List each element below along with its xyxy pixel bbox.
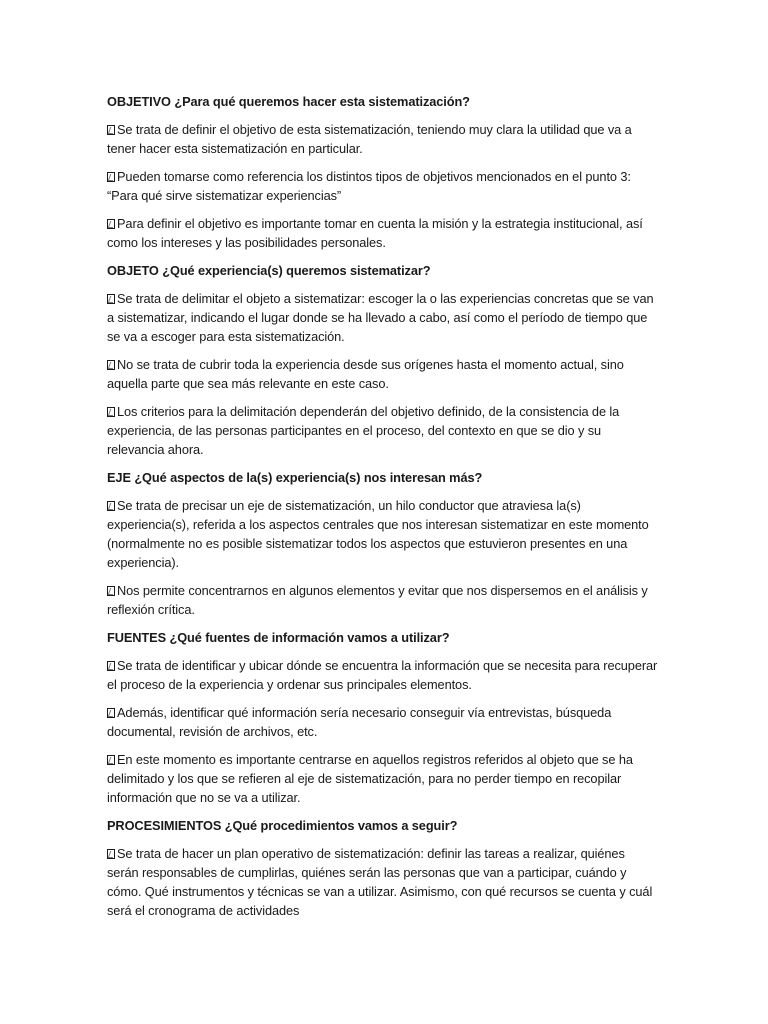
bullet-paragraph <box>107 167 659 205</box>
paragraph-text: Se trata de precisar un eje de sistematización, un hilo conductor que atraviesa la(s) experiencia(s), referida a los aspectos centrales que nos interesan sistematizar en este momento (normalmente no es posible sistematizar todos los aspectos que estuvieron presentes en una experiencia). <box>107 498 649 570</box>
paragraph-text: Para definir el objetivo es importante tomar en cuenta la misión y la estrategia institucional, así como los intereses y las posibilidades personales. <box>107 216 643 250</box>
bullet-glyph-icon <box>107 219 115 229</box>
bullet-paragraph <box>107 656 659 694</box>
section-fuentes <box>107 628 659 807</box>
bullet-paragraph <box>107 355 659 393</box>
paragraph-text: Se trata de identificar y ubicar dónde se encuentra la información que se necesita para recuperar el proceso de la experiencia y ordenar sus principales elementos. <box>107 658 658 692</box>
bullet-glyph-icon <box>107 360 115 370</box>
bullet-paragraph <box>107 120 659 158</box>
section-heading: OBJETIVO ¿Para qué queremos hacer esta sistematización? <box>107 94 470 109</box>
paragraph-text: Se trata de delimitar el objeto a sistematizar: escoger la o las experiencias concretas que se van a sistematizar, indicando el lugar donde se ha llevado a cabo, así como el período de tiempo que se va a escoger para esta sistematización. <box>107 291 654 344</box>
bullet-glyph-icon <box>107 125 115 135</box>
bullet-glyph-icon <box>107 407 115 417</box>
bullet-paragraph <box>107 496 659 572</box>
bullet-glyph-icon <box>107 849 115 859</box>
bullet-glyph-icon <box>107 501 115 511</box>
bullet-glyph-icon <box>107 586 115 596</box>
bullet-paragraph <box>107 402 659 459</box>
paragraph-text: Los criterios para la delimitación dependerán del objetivo definido, de la consistencia de la experiencia, de las personas participantes en el proceso, del contexto en que se dio y su relevancia ahora. <box>107 404 620 457</box>
section-heading: FUENTES ¿Qué fuentes de información vamos a utilizar? <box>107 630 450 645</box>
bullet-glyph-icon <box>107 755 115 765</box>
section-heading: EJE ¿Qué aspectos de la(s) experiencia(s) nos interesan más? <box>107 470 483 485</box>
paragraph-text: Se trata de definir el objetivo de esta sistematización, teniendo muy clara la utilidad que va a tener hacer esta sistematización en particular. <box>107 122 632 156</box>
bullet-paragraph <box>107 581 659 619</box>
bullet-paragraph <box>107 750 659 807</box>
bullet-paragraph <box>107 703 659 741</box>
paragraph-text: No se trata de cubrir toda la experiencia desde sus orígenes hasta el momento actual, sino aquella parte que sea más relevante en este caso. <box>107 357 624 391</box>
paragraph-text: Se trata de hacer un plan operativo de sistematización: definir las tareas a realizar, quiénes serán responsables de cumplirlas, quiénes serán las personas que van a participar, cuándo y cómo. Qué instrumentos y técnicas se van a utilizar. Asimismo, con qué recursos se cuenta y cuál será el cronograma de actividades <box>107 846 653 918</box>
paragraph-text: Además, identificar qué información sería necesario conseguir vía entrevistas, búsqueda documental, revisión de archivos, etc. <box>107 705 612 739</box>
bullet-glyph-icon <box>107 661 115 671</box>
section-objetivo <box>107 92 659 252</box>
paragraph-text: Nos permite concentrarnos en algunos elementos y evitar que nos dispersemos en el análisis y reflexión crítica. <box>107 583 648 617</box>
bullet-glyph-icon <box>107 172 115 182</box>
bullet-paragraph <box>107 844 659 920</box>
section-eje <box>107 468 659 619</box>
bullet-paragraph <box>107 289 659 346</box>
bullet-paragraph <box>107 214 659 252</box>
bullet-glyph-icon <box>107 708 115 718</box>
section-heading: OBJETO ¿Qué experiencia(s) queremos sistematizar? <box>107 263 431 278</box>
document-page <box>107 92 659 929</box>
paragraph-text: Pueden tomarse como referencia los distintos tipos de objetivos mencionados en el punto 3: “Para qué sirve sistematizar experiencias” <box>107 169 631 203</box>
section-heading: PROCESIMIENTOS ¿Qué procedimientos vamos a seguir? <box>107 818 458 833</box>
section-procedimientos <box>107 816 659 920</box>
section-objeto <box>107 261 659 459</box>
paragraph-text: En este momento es importante centrarse en aquellos registros referidos al objeto que se ha delimitado y los que se refieren al eje de sistematización, para no perder tiempo en recopilar información que no se va a utilizar. <box>107 752 633 805</box>
bullet-glyph-icon <box>107 294 115 304</box>
